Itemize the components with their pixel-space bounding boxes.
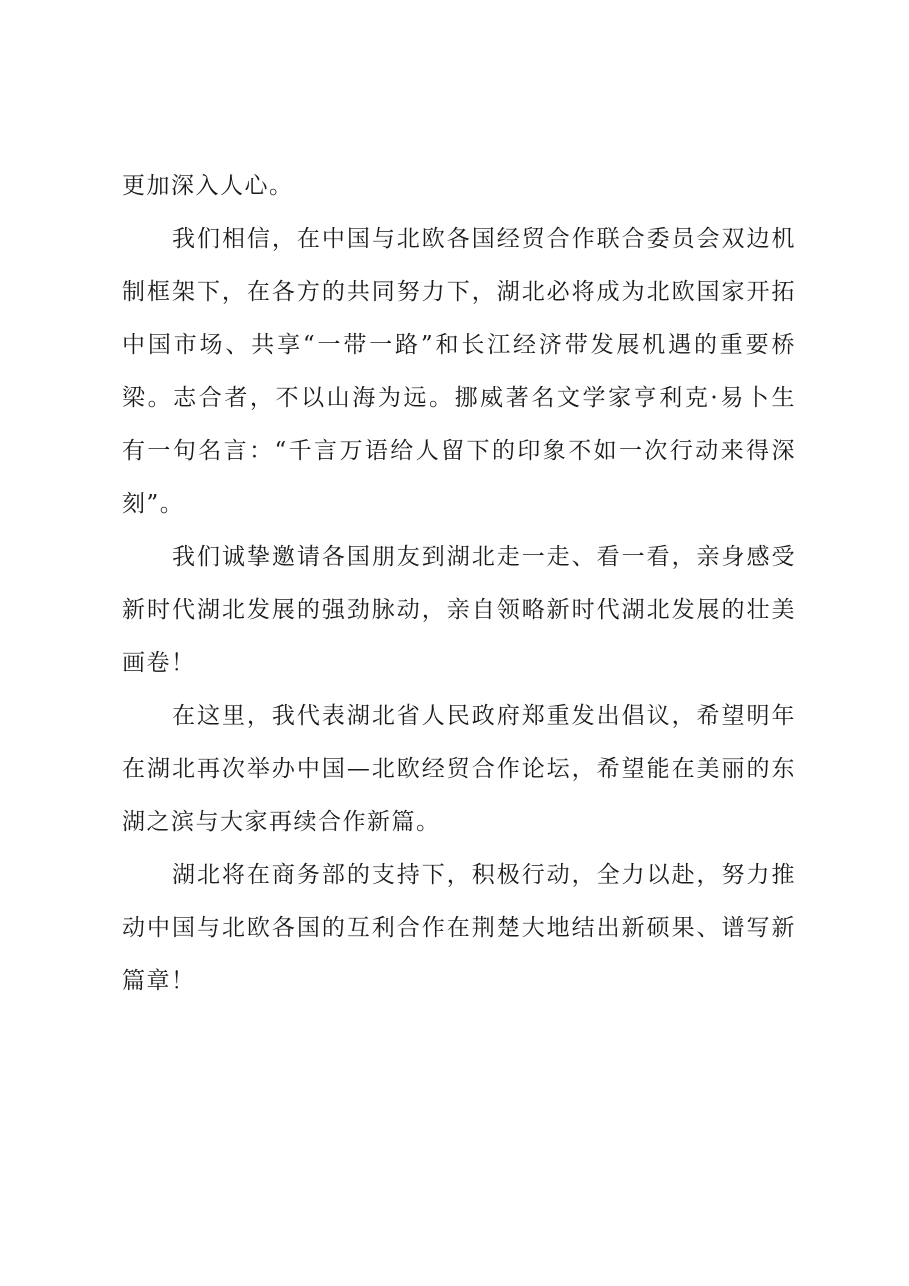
text-line-5: 梁。志合者，不以山海为远。挪威著名文学家亨利克·易卜生: [122, 385, 796, 411]
text-line-6: 有一句名言：“千言万语给人留下的印象不如一次行动来得深: [122, 438, 796, 464]
text-line-14: 湖北将在商务部的支持下，积极行动，全力以赴，努力推: [172, 862, 796, 888]
text-line-7: 刻”。: [122, 491, 185, 517]
text-line-13: 湖之滨与大家再续合作新篇。: [122, 809, 441, 835]
text-line-1: 更加深入人心。: [122, 173, 294, 199]
text-line-3: 制框架下，在各方的共同努力下，湖北必将成为北欧国家开拓: [122, 279, 796, 305]
text-line-11: 在这里，我代表湖北省人民政府郑重发出倡议，希望明年: [172, 703, 796, 729]
text-line-16: 篇章！: [122, 968, 196, 994]
text-line-4: 中国市场、共享“一带一路”和长江经济带发展机遇的重要桥: [122, 332, 796, 358]
text-line-10: 画卷！: [122, 650, 196, 676]
text-line-9: 新时代湖北发展的强劲脉动，亲自领略新时代湖北发展的壮美: [122, 597, 796, 623]
text-line-2: 我们相信，在中国与北欧各国经贸合作联合委员会双边机: [172, 226, 796, 252]
text-line-15: 动中国与北欧各国的互利合作在荆楚大地结出新硕果、谱写新: [122, 915, 796, 941]
text-line-12: 在湖北再次举办中国—北欧经贸合作论坛，希望能在美丽的东: [122, 756, 796, 782]
document-body: [122, 160, 796, 1008]
text-line-8: 我们诚挚邀请各国朋友到湖北走一走、看一看，亲身感受: [172, 544, 796, 570]
